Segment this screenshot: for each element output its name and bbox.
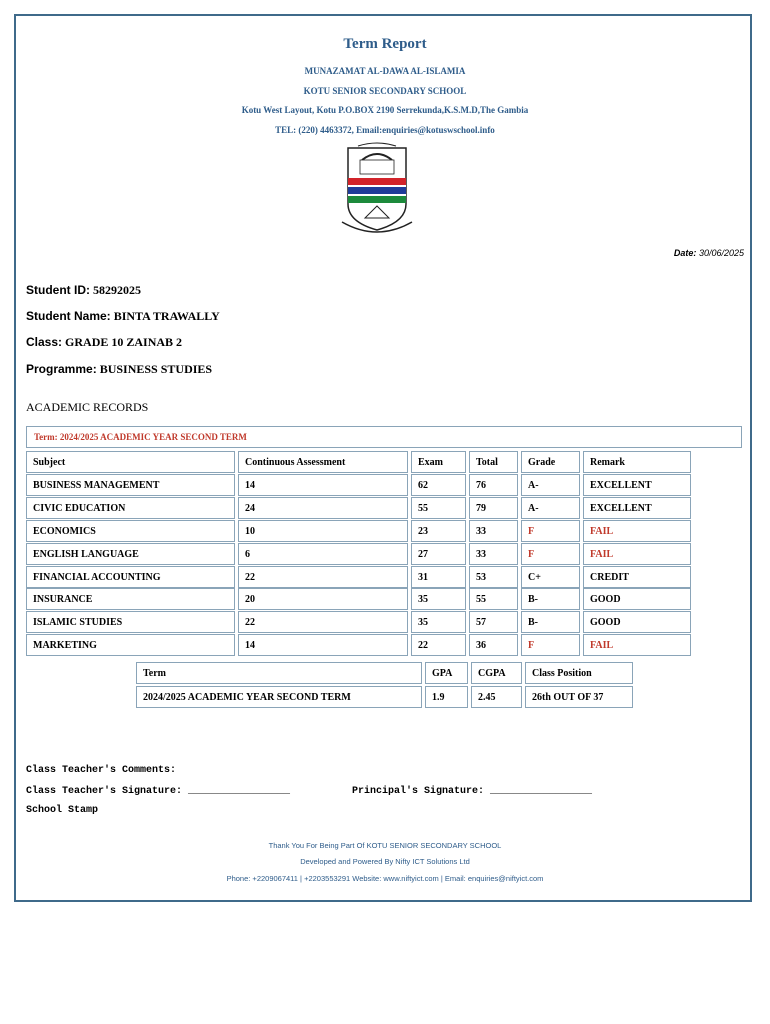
cell-subject: BUSINESS MANAGEMENT xyxy=(26,474,235,496)
student-class xyxy=(26,335,182,350)
cell-continuous-assessment: 6 xyxy=(238,543,408,565)
cell-exam: 55 xyxy=(411,497,466,519)
column-header-grade: Grade xyxy=(521,451,580,473)
student-programme xyxy=(26,362,212,377)
teacher-comments: Class Teacher's Comments: xyxy=(26,765,177,776)
cell-subject: FINANCIAL ACCOUNTING xyxy=(26,566,235,588)
cell-continuous-assessment: 14 xyxy=(238,474,408,496)
cell-total: 33 xyxy=(469,543,518,565)
cell-remark: EXCELLENT xyxy=(583,497,691,519)
cell-subject: ECONOMICS xyxy=(26,520,235,542)
student-id-label: Student ID: xyxy=(26,283,90,297)
column-header-remark: Remark xyxy=(583,451,691,473)
cell-grade: A- xyxy=(521,474,580,496)
cell-total: 55 xyxy=(469,588,518,610)
column-header-continuous-assessment: Continuous Assessment xyxy=(238,451,408,473)
student-class-value: GRADE 10 ZAINAB 2 xyxy=(65,335,183,349)
cell-grade: F xyxy=(521,634,580,656)
student-id xyxy=(26,283,141,298)
cell-total: 36 xyxy=(469,634,518,656)
cell-subject: CIVIC EDUCATION xyxy=(26,497,235,519)
principal-signature: Principal's Signature: _________________ xyxy=(352,786,593,797)
date-value: 30/06/2025 xyxy=(698,248,744,258)
cell-total: 76 xyxy=(469,474,518,496)
cell-exam: 35 xyxy=(411,611,466,633)
footer-contact: Phone: +2209067411 | +2203553291 Website: www.niftyict.com | Email: enquiries@niftyict.com xyxy=(226,874,544,883)
summary-header-term: Term xyxy=(136,662,422,684)
summary-gpa: 1.9 xyxy=(425,686,468,708)
cell-total: 57 xyxy=(469,611,518,633)
cell-continuous-assessment: 22 xyxy=(238,566,408,588)
org-name: MUNAZAMAT AL-DAWA AL-ISLAMIA xyxy=(304,66,466,76)
summary-header-cgpa: CGPA xyxy=(471,662,522,684)
cell-continuous-assessment: 22 xyxy=(238,611,408,633)
summary-header-class-position: Class Position xyxy=(525,662,633,684)
footer-thanks: Thank You For Being Part Of KOTU SENIOR SECONDARY SCHOOL xyxy=(268,841,502,850)
cell-total: 79 xyxy=(469,497,518,519)
cell-subject: MARKETING xyxy=(26,634,235,656)
cell-subject: ISLAMIC STUDIES xyxy=(26,611,235,633)
cell-grade: C+ xyxy=(521,566,580,588)
summary-header-gpa: GPA xyxy=(425,662,468,684)
cell-grade: F xyxy=(521,543,580,565)
school-crest-logo xyxy=(332,142,422,238)
student-name xyxy=(26,309,220,324)
cell-exam: 23 xyxy=(411,520,466,542)
cell-exam: 31 xyxy=(411,566,466,588)
summary-cgpa: 2.45 xyxy=(471,686,522,708)
cell-continuous-assessment: 10 xyxy=(238,520,408,542)
school-name: KOTU SENIOR SECONDARY SCHOOL xyxy=(303,86,467,96)
column-header-total: Total xyxy=(469,451,518,473)
academic-records-heading: ACADEMIC RECORDS xyxy=(26,400,149,414)
cell-continuous-assessment: 24 xyxy=(238,497,408,519)
school-contact: TEL: (220) 4463372, Email:enquiries@kotuswschool.info xyxy=(275,125,495,135)
teacher-signature: Class Teacher's Signature: _________________ xyxy=(26,786,291,797)
school-stamp: School Stamp xyxy=(26,805,99,816)
cell-grade: B- xyxy=(521,611,580,633)
student-programme-value: BUSINESS STUDIES xyxy=(99,362,213,376)
cell-grade: A- xyxy=(521,497,580,519)
school-address: Kotu West Layout, Kotu P.O.BOX 2190 Serrekunda,K.S.M.D,The Gambia xyxy=(241,105,529,115)
cell-exam: 27 xyxy=(411,543,466,565)
cell-remark: FAIL xyxy=(583,520,691,542)
cell-total: 53 xyxy=(469,566,518,588)
student-name-label: Student Name: xyxy=(26,309,111,323)
cell-exam: 35 xyxy=(411,588,466,610)
term-bar: Term: 2024/2025 ACADEMIC YEAR SECOND TERM xyxy=(26,426,742,448)
student-programme-label: Programme: xyxy=(26,362,97,376)
cell-remark: GOOD xyxy=(583,588,691,610)
column-header-exam: Exam xyxy=(411,451,466,473)
footer-developer: Developed and Powered By Nifty ICT Solutions Ltd xyxy=(300,857,470,866)
cell-exam: 22 xyxy=(411,634,466,656)
summary-term: 2024/2025 ACADEMIC YEAR SECOND TERM xyxy=(136,686,422,708)
cell-continuous-assessment: 20 xyxy=(238,588,408,610)
cell-remark: GOOD xyxy=(583,611,691,633)
date-label: Date: xyxy=(673,248,697,258)
cell-continuous-assessment: 14 xyxy=(238,634,408,656)
cell-remark: CREDIT xyxy=(583,566,691,588)
cell-remark: FAIL xyxy=(583,543,691,565)
cell-remark: FAIL xyxy=(583,634,691,656)
cell-subject: INSURANCE xyxy=(26,588,235,610)
cell-grade: B- xyxy=(521,588,580,610)
student-name-value: BINTA TRAWALLY xyxy=(113,309,220,323)
student-class-label: Class: xyxy=(26,335,63,349)
report-date xyxy=(674,248,744,258)
cell-exam: 62 xyxy=(411,474,466,496)
cell-grade: F xyxy=(521,520,580,542)
column-header-subject: Subject xyxy=(26,451,235,473)
summary-class-position: 26th OUT OF 37 xyxy=(525,686,633,708)
cell-remark: EXCELLENT xyxy=(583,474,691,496)
report-title: Term Report xyxy=(343,36,427,52)
student-id-value: 58292025 xyxy=(93,283,141,297)
cell-total: 33 xyxy=(469,520,518,542)
cell-subject: ENGLISH LANGUAGE xyxy=(26,543,235,565)
